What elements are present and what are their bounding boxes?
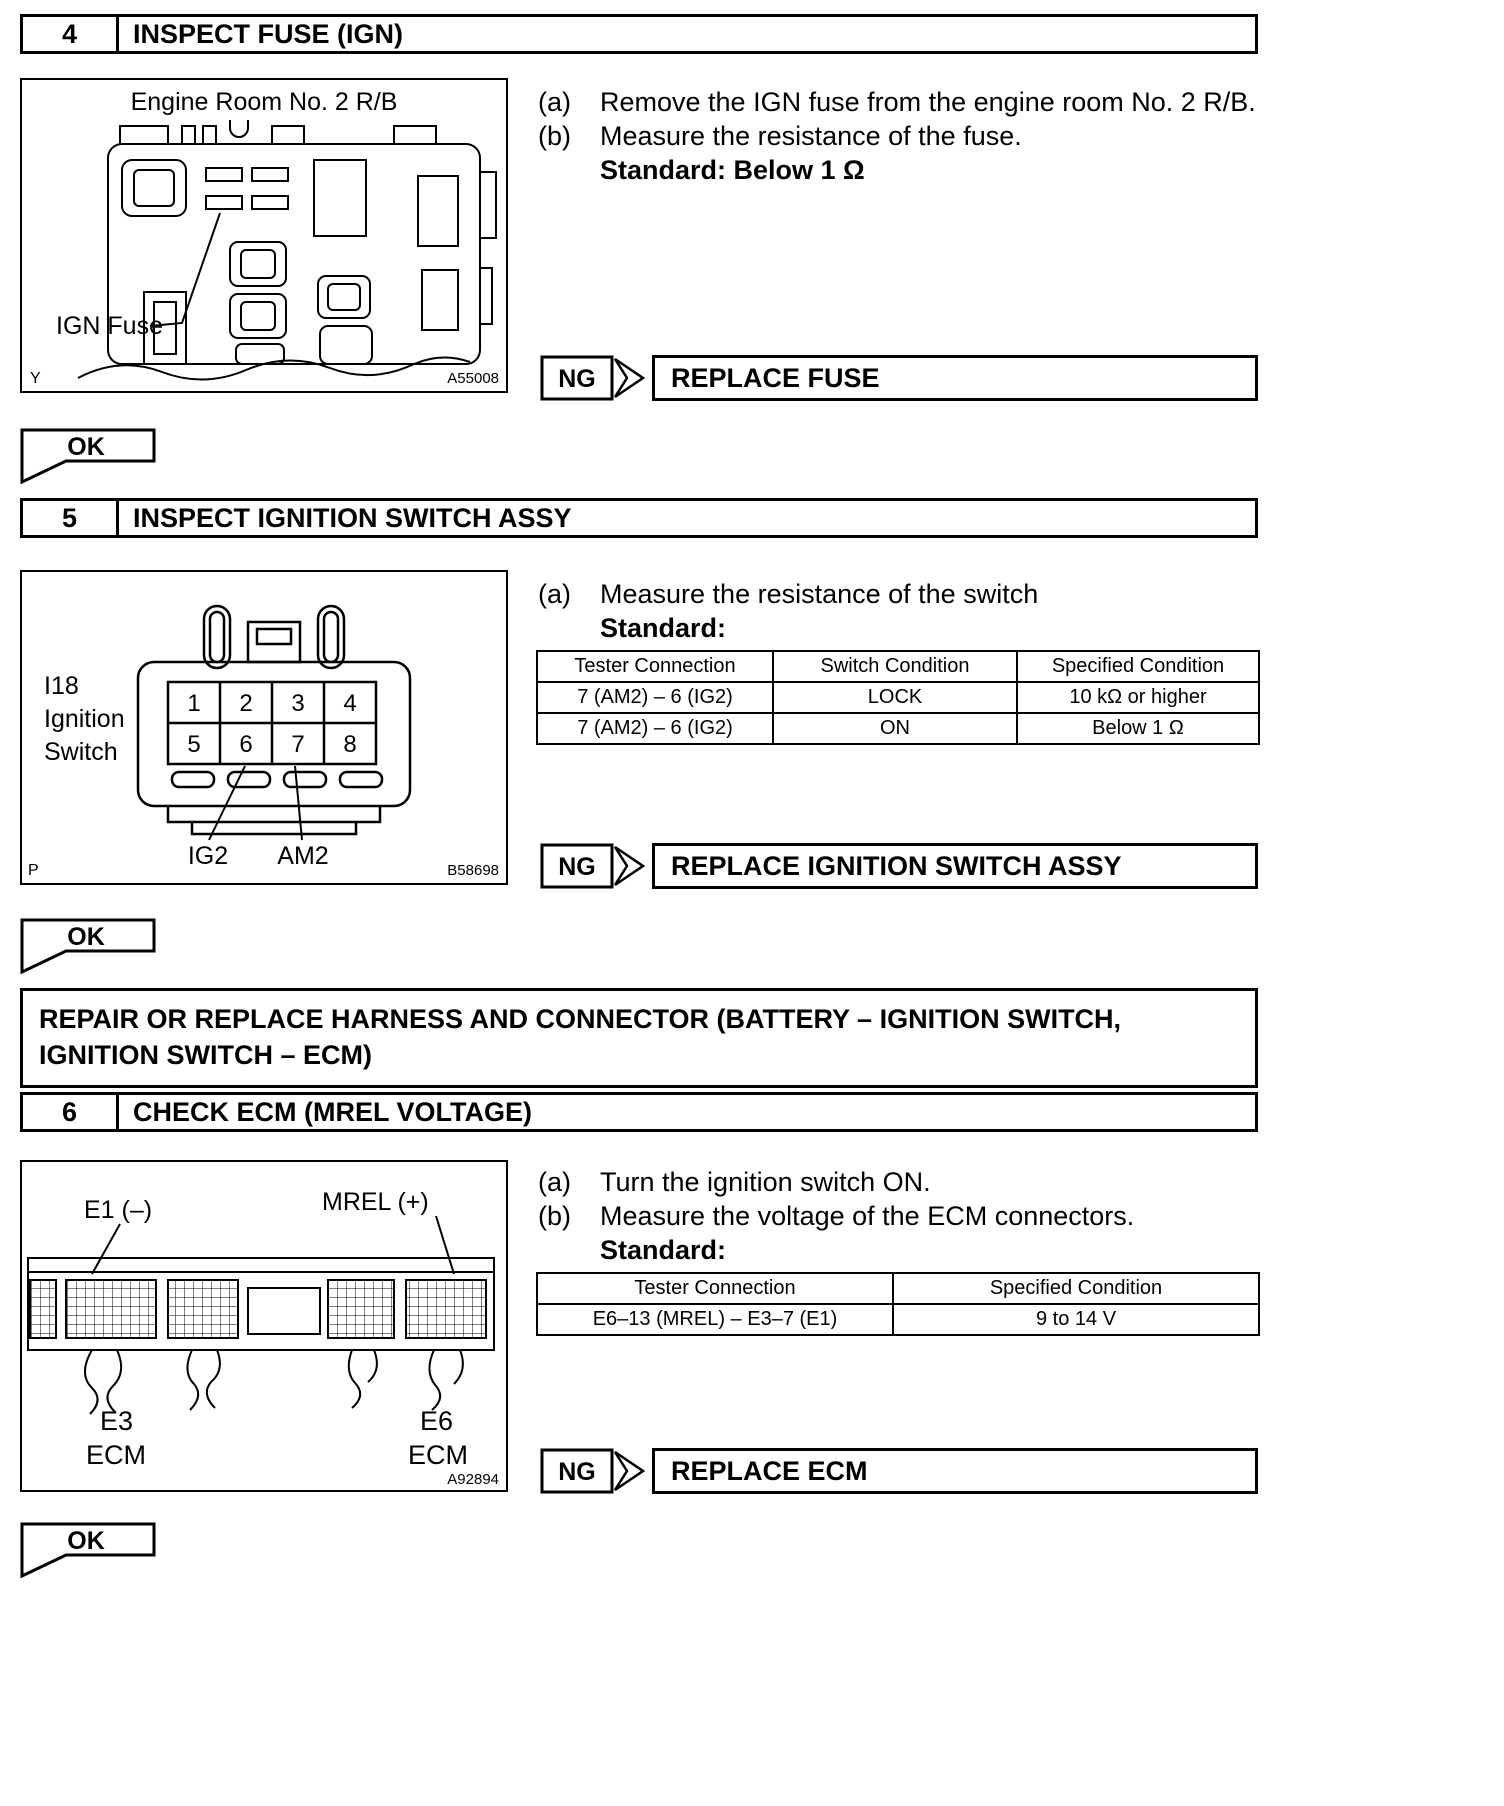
pin-2: 2 xyxy=(239,690,253,717)
pin-1: 1 xyxy=(187,690,201,717)
step5-ng-marker xyxy=(540,843,646,894)
table-cell: ON xyxy=(773,713,1017,744)
ng-arrow-icon xyxy=(540,1448,646,1494)
ecm-wires xyxy=(85,1350,463,1414)
connector-e6-sub-label: ECM xyxy=(408,1440,468,1470)
instruction-text: Measure the resistance of the switch xyxy=(600,579,1039,609)
ecm-drawing xyxy=(22,1162,506,1490)
step5-instruction-a xyxy=(538,578,1278,610)
ok-label: OK xyxy=(67,923,105,951)
table-row xyxy=(537,682,1259,713)
connector-e6-label: E6 xyxy=(420,1406,454,1436)
figure-corner-label: Y xyxy=(30,370,41,387)
switch-resistance-table xyxy=(536,650,1260,745)
table-header-cell: Specified Condition xyxy=(893,1273,1259,1304)
connector-outline xyxy=(138,606,410,840)
connector-e3-label: E3 xyxy=(100,1406,134,1436)
step5-standard: Standard: xyxy=(600,613,727,643)
step6-ng-action: REPLACE ECM xyxy=(652,1448,1258,1494)
table-cell: E6–13 (MREL) – E3–7 (E1) xyxy=(537,1304,893,1335)
step6-header xyxy=(20,1092,1258,1132)
table-cell: 7 (AM2) – 6 (IG2) xyxy=(537,713,773,744)
step4-ok-marker xyxy=(20,428,158,491)
terminal-ig2-label: IG2 xyxy=(187,842,229,870)
step4-ng-marker xyxy=(540,355,646,406)
instruction-bullet: (a) xyxy=(538,579,571,609)
step5-title: INSPECT IGNITION SWITCH ASSY xyxy=(133,502,572,533)
connector-id-label: I18 xyxy=(44,672,79,700)
ng-label: NG xyxy=(558,1458,596,1486)
figure-code: A55008 xyxy=(447,370,499,387)
instruction-bullet: (a) xyxy=(538,87,571,117)
table-cell: 7 (AM2) – 6 (IG2) xyxy=(537,682,773,713)
table-header-cell: Tester Connection xyxy=(537,651,773,682)
ok-label: OK xyxy=(67,1527,105,1555)
step6-title: CHECK ECM (MREL VOLTAGE) xyxy=(133,1096,532,1127)
instruction-text: Remove the IGN fuse from the engine room No. 2 R/B. xyxy=(600,87,1256,117)
ng-arrow-icon xyxy=(540,843,646,889)
table-cell: LOCK xyxy=(773,682,1017,713)
harness-repair-note: REPAIR OR REPLACE HARNESS AND CONNECTOR (BATTERY – IGNITION SWITCH, IGNITION SWITCH – ECM) xyxy=(20,988,1258,1088)
table-cell: 9 to 14 V xyxy=(893,1304,1259,1335)
step6-standard: Standard: xyxy=(600,1235,727,1265)
connector-name-line2: Switch xyxy=(44,738,118,766)
table-cell: 10 kΩ or higher xyxy=(1017,682,1259,713)
pin-3: 3 xyxy=(291,690,305,717)
step4-number: 4 xyxy=(23,17,119,51)
fuse-box-drawing xyxy=(22,80,506,391)
instruction-bullet: (b) xyxy=(538,121,571,151)
ok-label: OK xyxy=(67,433,105,461)
ign-fuse-label: IGN Fuse xyxy=(56,312,163,340)
step5-ok-marker xyxy=(20,918,158,981)
ok-flag-icon xyxy=(20,428,158,486)
pin-7: 7 xyxy=(291,731,305,758)
step4-header xyxy=(20,14,1258,54)
step6-ok-marker xyxy=(20,1522,158,1585)
table-header-cell: Specified Condition xyxy=(1017,651,1259,682)
step5-number: 5 xyxy=(23,501,119,535)
step4-instruction-b xyxy=(538,120,1278,152)
table-header-cell: Switch Condition xyxy=(773,651,1017,682)
instruction-bullet: (a) xyxy=(538,1167,571,1197)
terminal-am2-label: AM2 xyxy=(277,842,329,870)
figure-code: A92894 xyxy=(447,1471,499,1488)
ng-label: NG xyxy=(558,853,596,881)
figure-corner-label: P xyxy=(28,862,39,879)
pin-6: 6 xyxy=(239,731,253,758)
instruction-bullet: (b) xyxy=(538,1201,571,1231)
fuse-box-outline xyxy=(78,120,496,380)
pin-5: 5 xyxy=(187,731,201,758)
connector-name-line1: Ignition xyxy=(44,705,125,733)
step4-ng-action: REPLACE FUSE xyxy=(652,355,1258,401)
figure-caption: Engine Room No. 2 R/B xyxy=(130,88,398,116)
terminal-e1-label: E1 (–) xyxy=(84,1196,153,1224)
step5-ng-action: REPLACE IGNITION SWITCH ASSY xyxy=(652,843,1258,889)
instruction-text: Measure the voltage of the ECM connectors. xyxy=(600,1201,1135,1231)
pin-4: 4 xyxy=(343,690,357,717)
ok-flag-icon xyxy=(20,1522,158,1580)
table-row xyxy=(537,1304,1259,1335)
instruction-text: Measure the resistance of the fuse. xyxy=(600,121,1022,151)
table-row xyxy=(537,713,1259,744)
ok-flag-icon xyxy=(20,918,158,976)
step6-instruction-a xyxy=(538,1166,1278,1198)
step4-title: INSPECT FUSE (IGN) xyxy=(133,18,404,49)
table-header-row xyxy=(537,1273,1259,1304)
ng-arrow-icon xyxy=(540,355,646,401)
figure-ignition-switch xyxy=(20,570,508,885)
step6-ng-marker xyxy=(540,1448,646,1499)
ecm-voltage-table xyxy=(536,1272,1260,1336)
step6-number: 6 xyxy=(23,1095,119,1129)
figure-ecm xyxy=(20,1160,508,1492)
pin-8: 8 xyxy=(343,731,357,758)
step5-header xyxy=(20,498,1258,538)
step6-instruction-b xyxy=(538,1200,1278,1232)
ng-label: NG xyxy=(558,365,596,393)
terminal-mrel-label: MREL (+) xyxy=(322,1188,429,1216)
instruction-text: Turn the ignition switch ON. xyxy=(600,1167,931,1197)
ignition-switch-drawing xyxy=(22,572,506,883)
table-header-cell: Tester Connection xyxy=(537,1273,893,1304)
figure-code: B58698 xyxy=(447,862,499,879)
table-cell: Below 1 Ω xyxy=(1017,713,1259,744)
figure-fuse-box xyxy=(20,78,508,393)
connector-e3-sub-label: ECM xyxy=(86,1440,146,1470)
step4-standard: Standard: Below 1 Ω xyxy=(600,155,865,185)
step4-instruction-a xyxy=(538,86,1278,118)
table-header-row xyxy=(537,651,1259,682)
